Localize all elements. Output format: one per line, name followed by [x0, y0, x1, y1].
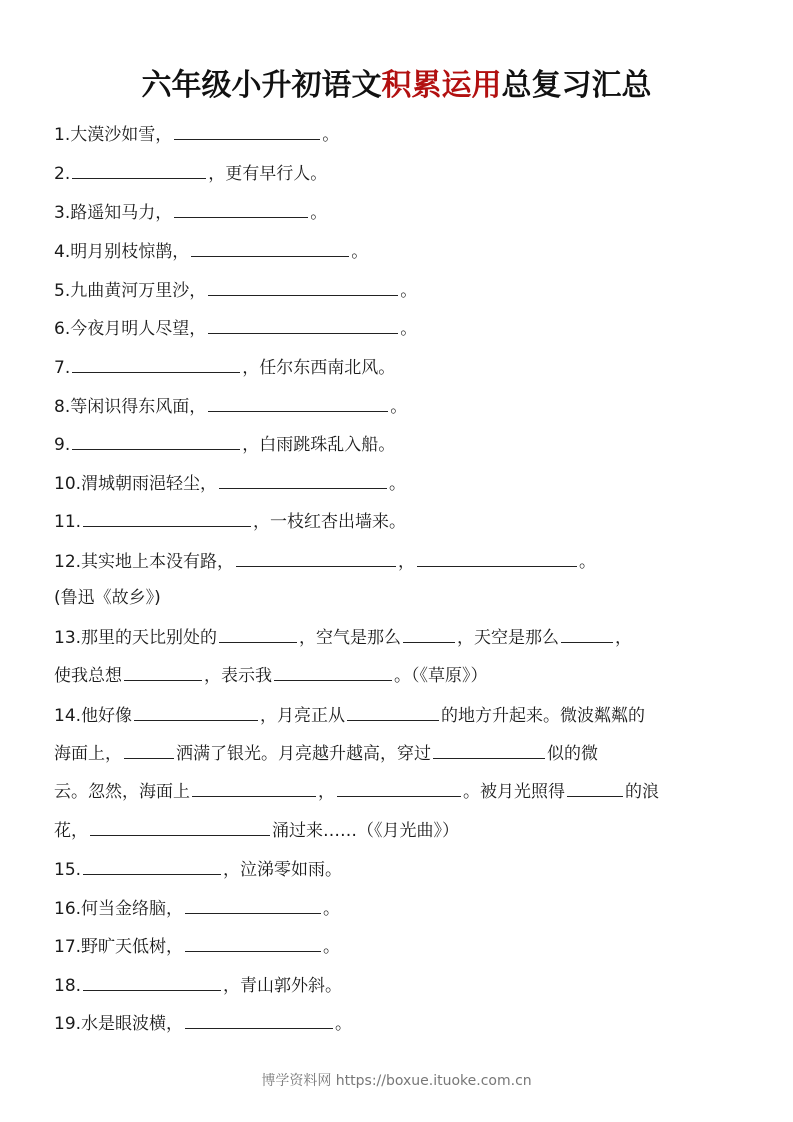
title-part1: 六年级小升初语文	[141, 68, 382, 103]
question-text: ，青山郭外斜。	[223, 976, 343, 996]
question-number: 3.	[54, 203, 71, 223]
question-6	[54, 316, 417, 340]
question-text: 明月别枝惊鹊，	[70, 242, 190, 262]
answer-blank[interactable]	[174, 122, 320, 140]
footer-url[interactable]: https://boxue.ituoke.com.cn	[335, 1073, 532, 1089]
question-text: 大漠沙如雪，	[70, 125, 173, 145]
question-number: 7.	[54, 358, 71, 378]
question-text: 等闲识得东风面，	[70, 397, 207, 417]
question-9	[54, 432, 395, 456]
question-text: ，月亮正从	[260, 706, 346, 726]
question-13-line2	[54, 663, 488, 687]
answer-blank[interactable]	[337, 779, 461, 797]
answer-blank[interactable]	[433, 741, 545, 759]
question-11	[54, 509, 406, 533]
question-text: ，更有早行人。	[208, 164, 328, 184]
question-text: ，一枝红杏出墙来。	[253, 512, 407, 532]
answer-blank[interactable]	[90, 818, 270, 836]
answer-blank[interactable]	[72, 432, 240, 450]
question-text: ，	[398, 552, 416, 572]
question-2	[54, 161, 327, 185]
answer-blank[interactable]	[236, 549, 396, 567]
question-text: 的地方升起来。微波粼粼的	[441, 706, 646, 726]
question-text: 。	[323, 899, 341, 919]
question-text: 其实地上本没有路，	[81, 552, 235, 572]
question-14-line3	[54, 779, 659, 803]
question-number: 2.	[54, 164, 71, 184]
question-text: 他好像	[81, 706, 133, 726]
question-text: 路遥知马力，	[70, 203, 173, 223]
question-text: 云。忽然，海面上	[54, 782, 190, 802]
question-4	[54, 239, 368, 263]
question-text: 的浪	[625, 782, 659, 802]
question-text: 花，	[54, 821, 88, 841]
question-number: 6.	[54, 319, 71, 339]
question-text: 。	[400, 319, 418, 339]
question-13-line1	[54, 625, 632, 649]
answer-blank[interactable]	[567, 779, 623, 797]
question-text: ，天空是那么	[457, 628, 560, 648]
question-text: 。	[389, 474, 407, 494]
question-10	[54, 471, 406, 495]
footer-site-name: 博学资料网	[261, 1073, 332, 1089]
answer-blank[interactable]	[124, 663, 202, 681]
question-text: 。被月光照得	[463, 782, 565, 802]
question-number: 18.	[54, 976, 82, 996]
question-number: 8.	[54, 397, 71, 417]
question-15	[54, 857, 342, 881]
question-text: 。	[579, 552, 597, 572]
question-14-line1	[54, 703, 645, 727]
question-8	[54, 394, 407, 418]
question-text: ，	[615, 628, 633, 648]
page-title	[0, 60, 793, 104]
question-14-line2	[54, 741, 598, 765]
question-text: ，任尔东西南北风。	[242, 358, 396, 378]
question-text: ，白雨跳珠乱入船。	[242, 435, 396, 455]
question-12-source	[54, 587, 161, 609]
answer-blank[interactable]	[185, 1011, 333, 1029]
question-text: 使我总想	[54, 666, 122, 686]
question-text: ，泣涕零如雨。	[223, 860, 343, 880]
question-14-line4	[54, 818, 459, 842]
question-text: 何当金络脑，	[81, 899, 184, 919]
question-number: 5.	[54, 281, 71, 301]
answer-blank[interactable]	[124, 741, 174, 759]
question-19	[54, 1011, 352, 1035]
question-text: 洒满了银光。月亮越升越高，穿过	[176, 744, 431, 764]
question-17	[54, 934, 340, 958]
question-number: 14.	[54, 706, 82, 726]
question-number: 9.	[54, 435, 71, 455]
question-number: 10.	[54, 474, 82, 494]
answer-blank[interactable]	[403, 625, 455, 643]
question-text: 水是眼波横，	[81, 1014, 184, 1034]
question-text: 。	[335, 1014, 353, 1034]
question-text: 涌过来……（《月光曲》）	[272, 821, 459, 841]
question-text: 九曲黄河万里沙，	[70, 281, 207, 301]
question-number: 4.	[54, 242, 71, 262]
answer-blank[interactable]	[185, 896, 321, 914]
question-text: 今夜月明人尽望，	[70, 319, 207, 339]
answer-blank[interactable]	[72, 355, 240, 373]
question-text: ，表示我	[204, 666, 272, 686]
title-part2: 总复习汇总	[501, 68, 652, 103]
answer-blank[interactable]	[208, 278, 398, 296]
answer-blank[interactable]	[83, 973, 221, 991]
question-7	[54, 355, 395, 379]
question-text: ，空气是那么	[299, 628, 402, 648]
question-number: 15.	[54, 860, 82, 880]
answer-blank[interactable]	[417, 549, 577, 567]
question-number: 1.	[54, 125, 71, 145]
question-text: 似的微	[547, 744, 598, 764]
question-text: 。	[400, 281, 418, 301]
footer-watermark	[0, 1070, 793, 1090]
answer-blank[interactable]	[191, 239, 349, 257]
answer-blank[interactable]	[219, 471, 387, 489]
question-1	[54, 122, 339, 146]
question-12	[54, 549, 596, 573]
answer-blank[interactable]	[208, 394, 388, 412]
question-16	[54, 896, 340, 920]
question-number: 16.	[54, 899, 82, 919]
question-text: 。	[390, 397, 408, 417]
question-text: 渭城朝雨浥轻尘，	[81, 474, 218, 494]
question-number: 13.	[54, 628, 82, 648]
question-text: 那里的天比别处的	[81, 628, 218, 648]
answer-blank[interactable]	[174, 200, 308, 218]
question-text: 。（《草原》）	[394, 666, 488, 686]
answer-blank[interactable]	[83, 509, 251, 527]
question-text: 。	[322, 125, 340, 145]
question-5	[54, 278, 417, 302]
question-number: 11.	[54, 512, 82, 532]
question-text: 。	[351, 242, 369, 262]
answer-blank[interactable]	[561, 625, 613, 643]
answer-blank[interactable]	[219, 625, 297, 643]
question-18	[54, 973, 342, 997]
question-text: ，	[318, 782, 335, 802]
answer-blank[interactable]	[208, 316, 398, 334]
answer-blank[interactable]	[134, 703, 258, 721]
source-citation: (鲁迅《故乡》)	[54, 588, 161, 608]
question-number: 19.	[54, 1014, 82, 1034]
question-text: 海面上，	[54, 744, 122, 764]
answer-blank[interactable]	[72, 161, 206, 179]
question-number: 12.	[54, 552, 82, 572]
question-3	[54, 200, 327, 224]
answer-blank[interactable]	[274, 663, 392, 681]
question-text: 。	[323, 937, 341, 957]
answer-blank[interactable]	[185, 934, 321, 952]
answer-blank[interactable]	[192, 779, 316, 797]
question-text: 。	[310, 203, 328, 223]
question-number: 17.	[54, 937, 82, 957]
answer-blank[interactable]	[83, 857, 221, 875]
question-text: 野旷天低树，	[81, 937, 184, 957]
title-highlight: 积累运用	[381, 68, 502, 103]
answer-blank[interactable]	[347, 703, 439, 721]
